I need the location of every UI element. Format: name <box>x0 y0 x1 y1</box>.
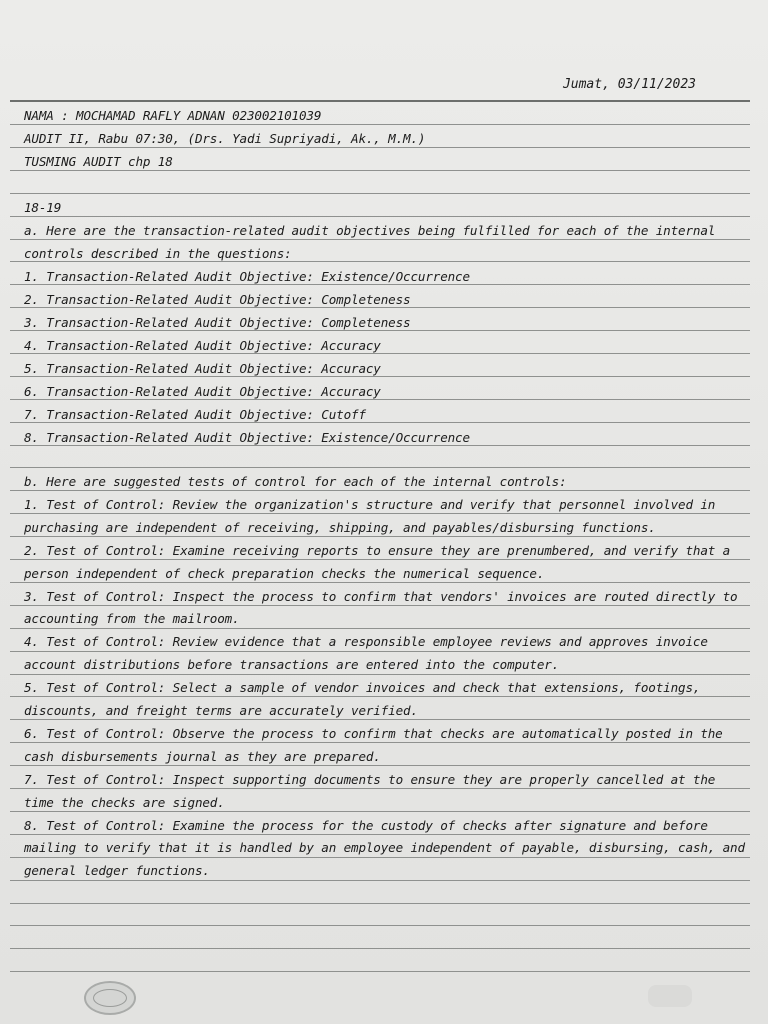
part-a-objective-item: 8. Transaction-Related Audit Objective: Existence/Occurrence <box>24 430 470 445</box>
section-number: 18-19 <box>24 200 62 215</box>
part-a-objective-item: 6. Transaction-Related Audit Objective: Accuracy <box>24 384 381 399</box>
ruled-line <box>10 925 750 926</box>
part-b-test-line: account distributions before transactions are entered into the computer. <box>24 657 560 673</box>
ruled-line <box>10 216 750 217</box>
page-mark <box>648 985 692 1007</box>
part-a-objective-item: 2. Transaction-Related Audit Objective: Completeness <box>24 292 411 307</box>
ruled-line <box>10 513 750 514</box>
ruled-line <box>10 674 750 675</box>
part-b-test-line: purchasing are independent of receiving, shipping, and payables/disbursing functions. <box>24 519 656 535</box>
ruled-line <box>10 651 750 652</box>
part-b-test-line: 5. Test of Control: Select a sample of vendor invoices and check that extensions, footings, <box>24 680 701 696</box>
part-b-test-line: 1. Test of Control: Review the organization's structure and verify that personnel involved in <box>24 496 716 512</box>
part-b-test-line: accounting from the mailroom. <box>24 611 240 627</box>
assignment-title: TUSMING AUDIT chp 18 <box>24 154 173 169</box>
ruled-line <box>10 880 750 881</box>
part-b-test-line: 2. Test of Control: Examine receiving reports to ensure they are prenumbered, and verify that a <box>24 542 731 558</box>
ruled-line <box>10 124 750 125</box>
part-a-objective-item: 1. Transaction-Related Audit Objective: Existence/Occurrence <box>24 269 470 284</box>
part-b-test-line: 8. Test of Control: Examine the process for the custody of checks after signature and before <box>24 817 708 833</box>
ruled-line <box>10 628 750 629</box>
ruled-line <box>10 239 750 240</box>
course-line: AUDIT II, Rabu 07:30, (Drs. Yadi Supriyadi, Ak., M.M.) <box>24 131 426 146</box>
part-b-test-line: 4. Test of Control: Review evidence that a responsible employee reviews and approves invoice <box>24 634 708 650</box>
ruled-line <box>10 903 750 904</box>
part-a-objective-item: 7. Transaction-Related Audit Objective: Cutoff <box>24 407 366 422</box>
part-b-test-line: 6. Test of Control: Observe the process to confirm that checks are automatically posted in the <box>24 725 723 741</box>
ruled-line <box>10 742 750 743</box>
part-a-intro-line: a. Here are the transaction-related audit objectives being fulfilled for each of the internal <box>24 223 716 238</box>
ruled-line <box>10 170 750 171</box>
notebook-brand-logo <box>84 981 136 1015</box>
part-b-intro-line: b. Here are suggested tests of control for each of the internal controls: <box>24 474 567 489</box>
ruled-line <box>10 582 750 583</box>
part-b-test-line: time the checks are signed. <box>24 794 225 810</box>
ruled-line <box>10 467 750 468</box>
ruled-line <box>10 719 750 720</box>
part-a-objective-item: 3. Transaction-Related Audit Objective: Completeness <box>24 315 411 330</box>
part-a-objective-item: 5. Transaction-Related Audit Objective: Accuracy <box>24 361 381 376</box>
ruled-line <box>10 536 750 537</box>
ruled-line <box>10 971 750 972</box>
part-b-test-line: general ledger functions. <box>24 863 210 879</box>
student-name-line: NAMA : MOCHAMAD RAFLY ADNAN 023002101039 <box>24 108 322 123</box>
ruled-line <box>10 696 750 697</box>
ruled-line <box>10 193 750 194</box>
part-b-test-line: 3. Test of Control: Inspect the process to confirm that vendors' invoices are routed directly to <box>24 588 738 604</box>
date-label: Jumat, 03/11/2023 <box>562 77 696 92</box>
ruled-line <box>10 559 750 560</box>
ruled-line <box>10 605 750 606</box>
part-b-test-line: mailing to verify that it is handled by an employee independent of payable, disbursing, cash, and <box>24 840 745 856</box>
part-b-test-line: cash disbursements journal as they are prepared. <box>24 748 381 764</box>
ruled-line <box>10 765 750 766</box>
part-b-test-line: 7. Test of Control: Inspect supporting documents to ensure they are properly cancelled at the <box>24 771 716 787</box>
part-a-intro-line: controls described in the questions: <box>24 246 292 261</box>
ruled-line <box>10 490 750 491</box>
ruled-line <box>10 788 750 789</box>
ruled-line <box>10 948 750 949</box>
ruled-line <box>10 147 750 148</box>
ruled-line <box>10 834 750 835</box>
ruled-line <box>10 811 750 812</box>
ruled-line <box>10 857 750 858</box>
part-b-test-line: discounts, and freight terms are accurately verified. <box>24 703 418 718</box>
part-b-test-line: person independent of check preparation checks the numerical sequence. <box>24 565 545 581</box>
ruled-line <box>10 100 750 102</box>
part-a-objective-item: 4. Transaction-Related Audit Objective: Accuracy <box>24 338 381 353</box>
